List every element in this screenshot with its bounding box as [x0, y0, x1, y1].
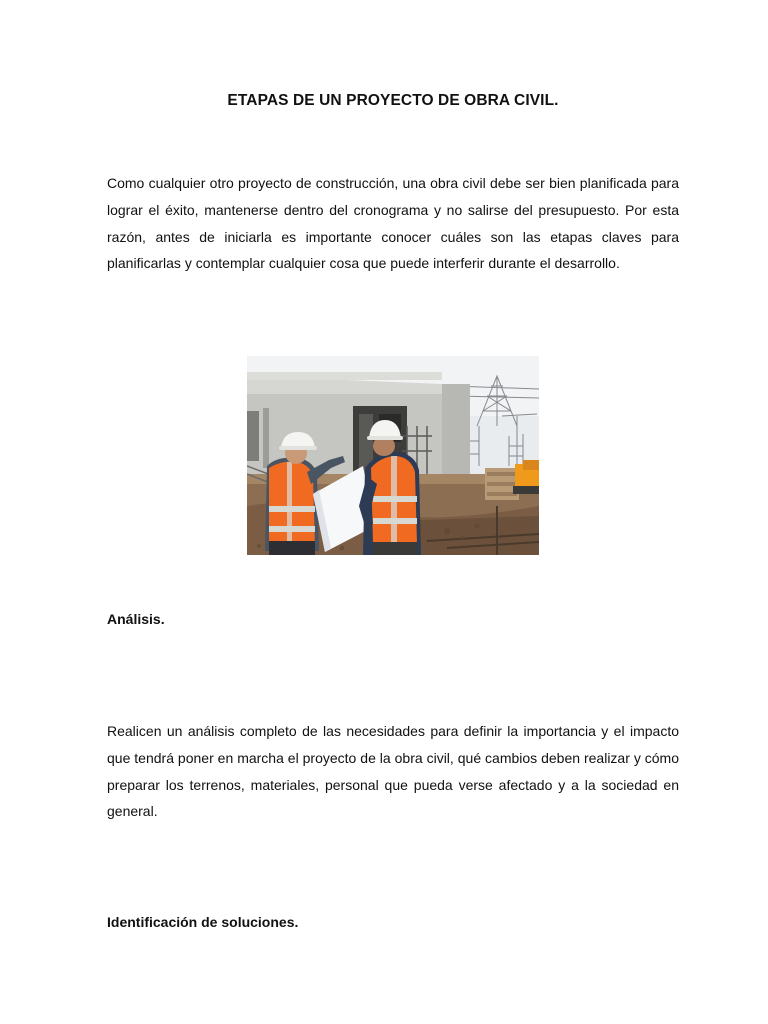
section-heading-analisis: Análisis.: [107, 611, 165, 627]
construction-site-photo: [247, 356, 539, 555]
analisis-paragraph: Realicen un análisis completo de las necesidades para definir la importancia y el impacto que tendrá poner en marcha el proyecto de la obra civil, qué cambios deben realizar y cómo preparar los terrenos, materiales, personal que pueda verse afectado y a la sociedad en general.: [107, 723, 679, 820]
intro-paragraph: Como cualquier otro proyecto de construcción, una obra civil debe ser bien planificada para lograr el éxito, mantenerse dentro del cronograma y no salirse del presupuesto. Por esta razón, antes de iniciarla es importante conocer cuáles son las etapas claves para planificarlas y contemplar cualquier cosa que puede interferir durante el desarrollo.: [107, 175, 679, 272]
document-title: ETAPAS DE UN PROYECTO DE OBRA CIVIL.: [227, 92, 559, 109]
section-heading-identificacion: Identificación de soluciones.: [107, 914, 299, 930]
